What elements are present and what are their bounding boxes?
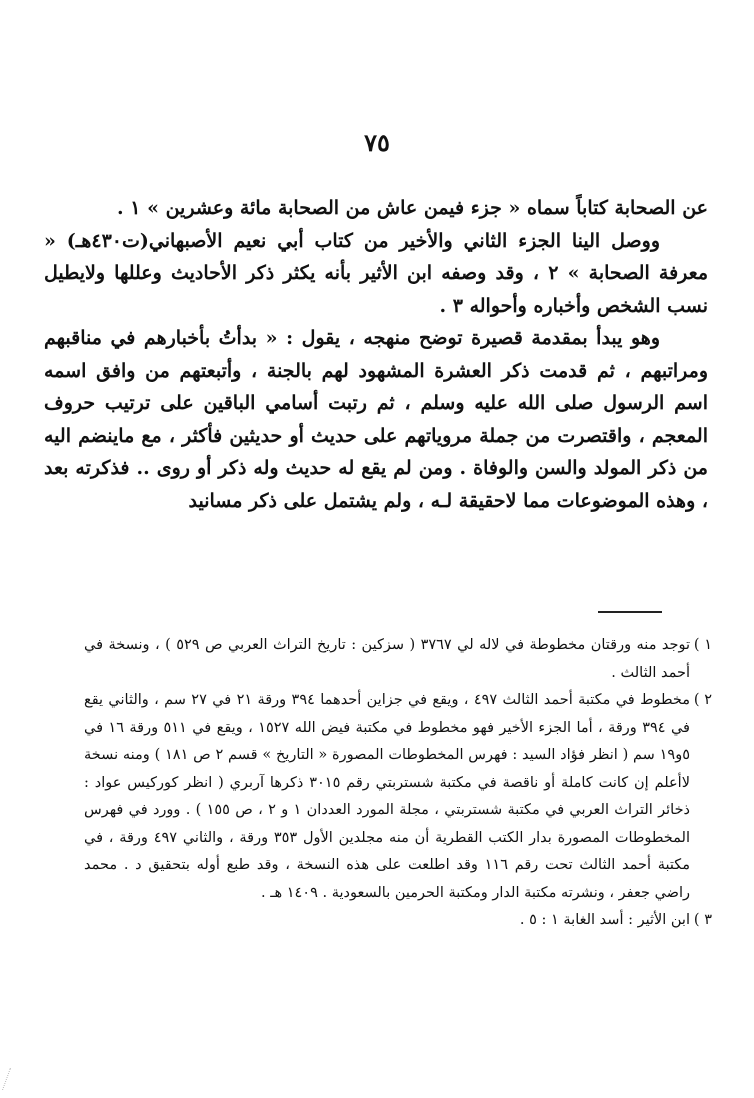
footnote-number: ٣ ) xyxy=(693,912,712,928)
paragraph-1: عن الصحابة كتاباً سماه « جزء فيمن عاش من الصحابة مائة وعشرين » ١ . xyxy=(117,197,708,219)
footnote-text: توجد منه ورقتان مخطوطة في لاله لي ٣٧٦٧ ( سزكين : تاريخ التراث العربي ص ٥٢٩ ) ، ونسخة في أحمد الثالث . xyxy=(84,637,690,681)
footnote-number: ٢ ) xyxy=(693,692,712,708)
footnote-text: مخطوط في مكتبة أحمد الثالث ٤٩٧ ، ويقع في جزاين أحدهما ٣٩٤ ورقة ٢١ في ٢٧ سم ، والثاني يقع في ٣٩٤ ورقة ، أما الجزء الأخير فهو مخطوط في مكتبة فيض الله ١٥٢٧ ، ويقع في ٥١١ ورقة ١٦ في ٥و١٩ سم ( انظر فؤاد السيد : فهرس المخطوطات المصورة « التاريخ » قسم ٢ ص ١٨١ ) ومنه نسخة لاأعلم إن كانت كاملة أو ناقصة في مكتبة شستربتي رقم ٣٠١٥ ذكرها آربري ( انظر كوركيس عواد : ذخائر التراث العربي في مكتبة شستربتي ، مجلة المورد العددان ١ و ٢ ، ص ١٥٥ ) . وورد في فهرس المخطوطات المصورة بدار الكتب القطرية أن منه مجلدين الأول ٣٥٣ ورقة ، والثاني ٤٩٧ ورقة ، في مكتبة أحمد الثالث تحت رقم ١١٦ وقد اطلعت على هذه النسخة ، وقد طبع أوله بتحقيق د . محمد راضي جعفر ، ونشرته مكتبة الدار ومكتبة الحرمين بالسعودية . ١٤٠٩ هـ . xyxy=(84,692,691,901)
footnote-2 xyxy=(84,687,712,907)
paragraph-3: وهو يبدأ بمقدمة قصيرة توضح منهجه ، يقول : « بدأتُ بأخبارهم في مناقبهم ومراتبهم ، ثم قدمت ذكر العشرة المشهود لهم بالجنة ، وأتبعتهم من وافق اسمه اسم الرسول صلى الله عليه وسلم ، ثم رتبت أسامي الباقين على ترتيب حروف المعجم ، واقتصرت من جملة مروياتهم على حديث أو حديثين فأكثر ، مع ماينضم اليه من ذكر المولد والسن والوفاة . ومن لم يقع له حديث وله ذكر أو روى .. فذكرته بعد ، وهذه الموضوعات مما لاحقيقة لـه ، ولم يشتمل على ذكر مسانيد xyxy=(44,327,708,512)
footnote-1 xyxy=(84,632,712,687)
footnote-3 xyxy=(84,907,712,935)
paragraph-2: ووصل الينا الجزء الثاني والأخير من كتاب أبي نعيم الأصبهاني(ت٤٣٠هـ) « معرفة الصحابة » ٢ ، وقد وصفه ابن الأثير بأنه يكثر ذكر الأحاديث وعللها ولايطيل نسب الشخص وأخباره وأحواله ٣ . xyxy=(44,229,709,317)
footnote-number: ١ ) xyxy=(693,637,712,653)
footnote-text: ابن الأثير : أسد الغابة ١ : ٥ . xyxy=(519,912,690,928)
footnote-separator xyxy=(598,611,662,613)
page-number: ٧٥ xyxy=(364,128,390,157)
scan-artifact xyxy=(2,1068,25,1090)
footnotes xyxy=(84,632,712,935)
main-text xyxy=(44,192,708,517)
